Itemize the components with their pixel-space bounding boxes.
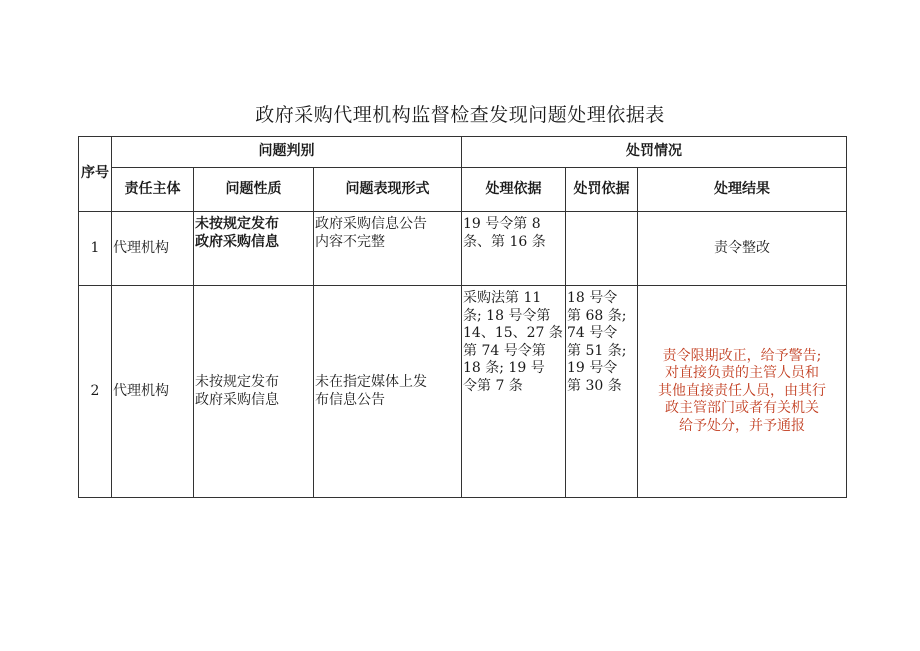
row-result xyxy=(638,286,847,498)
header-manifestation: 问题表现形式 xyxy=(314,168,462,212)
header-group-penalty: 处罚情况 xyxy=(462,137,847,168)
basis-line: 采购法第 11 xyxy=(463,290,542,306)
basis-line: 条; 18 号令第 xyxy=(463,307,551,324)
manifestation-line: 内容不完整 xyxy=(315,233,385,250)
penalty-basis-line: 第 51 条; xyxy=(567,342,627,359)
header-group-problem: 问题判别 xyxy=(112,137,462,168)
manifestation-line: 布信息公告 xyxy=(315,391,385,408)
row-subject: 代理机构 xyxy=(112,212,194,286)
header-subject: 责任主体 xyxy=(112,168,194,212)
result-line: 政主管部门或者有关机关 xyxy=(665,400,819,417)
basis-line: 条、第 16 条 xyxy=(463,233,546,250)
page-title: 政府采购代理机构监督检查发现问题处理依据表 xyxy=(255,104,665,126)
problem-handling-table xyxy=(78,136,847,498)
nature-line: 未按规定发布 xyxy=(195,374,279,390)
nature-line: 政府采购信息 xyxy=(195,233,279,250)
result-line: 对直接负责的主管人员和 xyxy=(665,365,819,382)
basis-line: 令第 7 条 xyxy=(463,377,523,394)
result-line: 责令限期改正，给予警告; xyxy=(662,347,822,364)
penalty-basis-line: 第 68 条; xyxy=(567,307,627,324)
header-basis: 处理依据 xyxy=(462,168,566,212)
basis-line: 18 条; 19 号 xyxy=(463,360,545,376)
penalty-basis-line: 第 30 条 xyxy=(567,377,622,394)
result-line: 责令整改 xyxy=(714,239,770,256)
row-subject: 代理机构 xyxy=(112,286,194,498)
table-row xyxy=(79,286,847,498)
row-nature xyxy=(194,286,314,498)
nature-line: 未按规定发布 xyxy=(195,216,279,232)
manifestation-line: 未在指定媒体上发 xyxy=(315,374,427,390)
basis-line: 第 74 号令第 xyxy=(463,342,546,359)
penalty-basis-line: 74 号令 xyxy=(567,325,618,341)
result-line: 给予处分，并予通报 xyxy=(679,417,805,434)
row-seq: 1 xyxy=(79,212,112,286)
row-manifestation xyxy=(314,212,462,286)
penalty-basis-line: 18 号令 xyxy=(567,290,618,306)
basis-line: 14、15、27 条 xyxy=(463,325,563,341)
nature-line: 政府采购信息 xyxy=(195,391,279,408)
row-penalty-basis xyxy=(566,212,638,286)
row-basis xyxy=(462,212,566,286)
header-nature: 问题性质 xyxy=(194,168,314,212)
row-nature xyxy=(194,212,314,286)
header-penalty-basis: 处罚依据 xyxy=(566,168,638,212)
manifestation-line: 政府采购信息公告 xyxy=(315,216,427,232)
table-row xyxy=(79,212,847,286)
header-seq: 序号 xyxy=(79,137,112,212)
row-result xyxy=(638,212,847,286)
row-seq: 2 xyxy=(79,286,112,498)
result-line: 其他直接责任人员，由其行 xyxy=(658,382,826,399)
header-result: 处理结果 xyxy=(638,168,847,212)
penalty-basis-line: 19 号令 xyxy=(567,360,618,376)
row-manifestation xyxy=(314,286,462,498)
row-penalty-basis xyxy=(566,286,638,498)
row-basis xyxy=(462,286,566,498)
basis-line: 19 号令第 8 xyxy=(463,216,541,232)
